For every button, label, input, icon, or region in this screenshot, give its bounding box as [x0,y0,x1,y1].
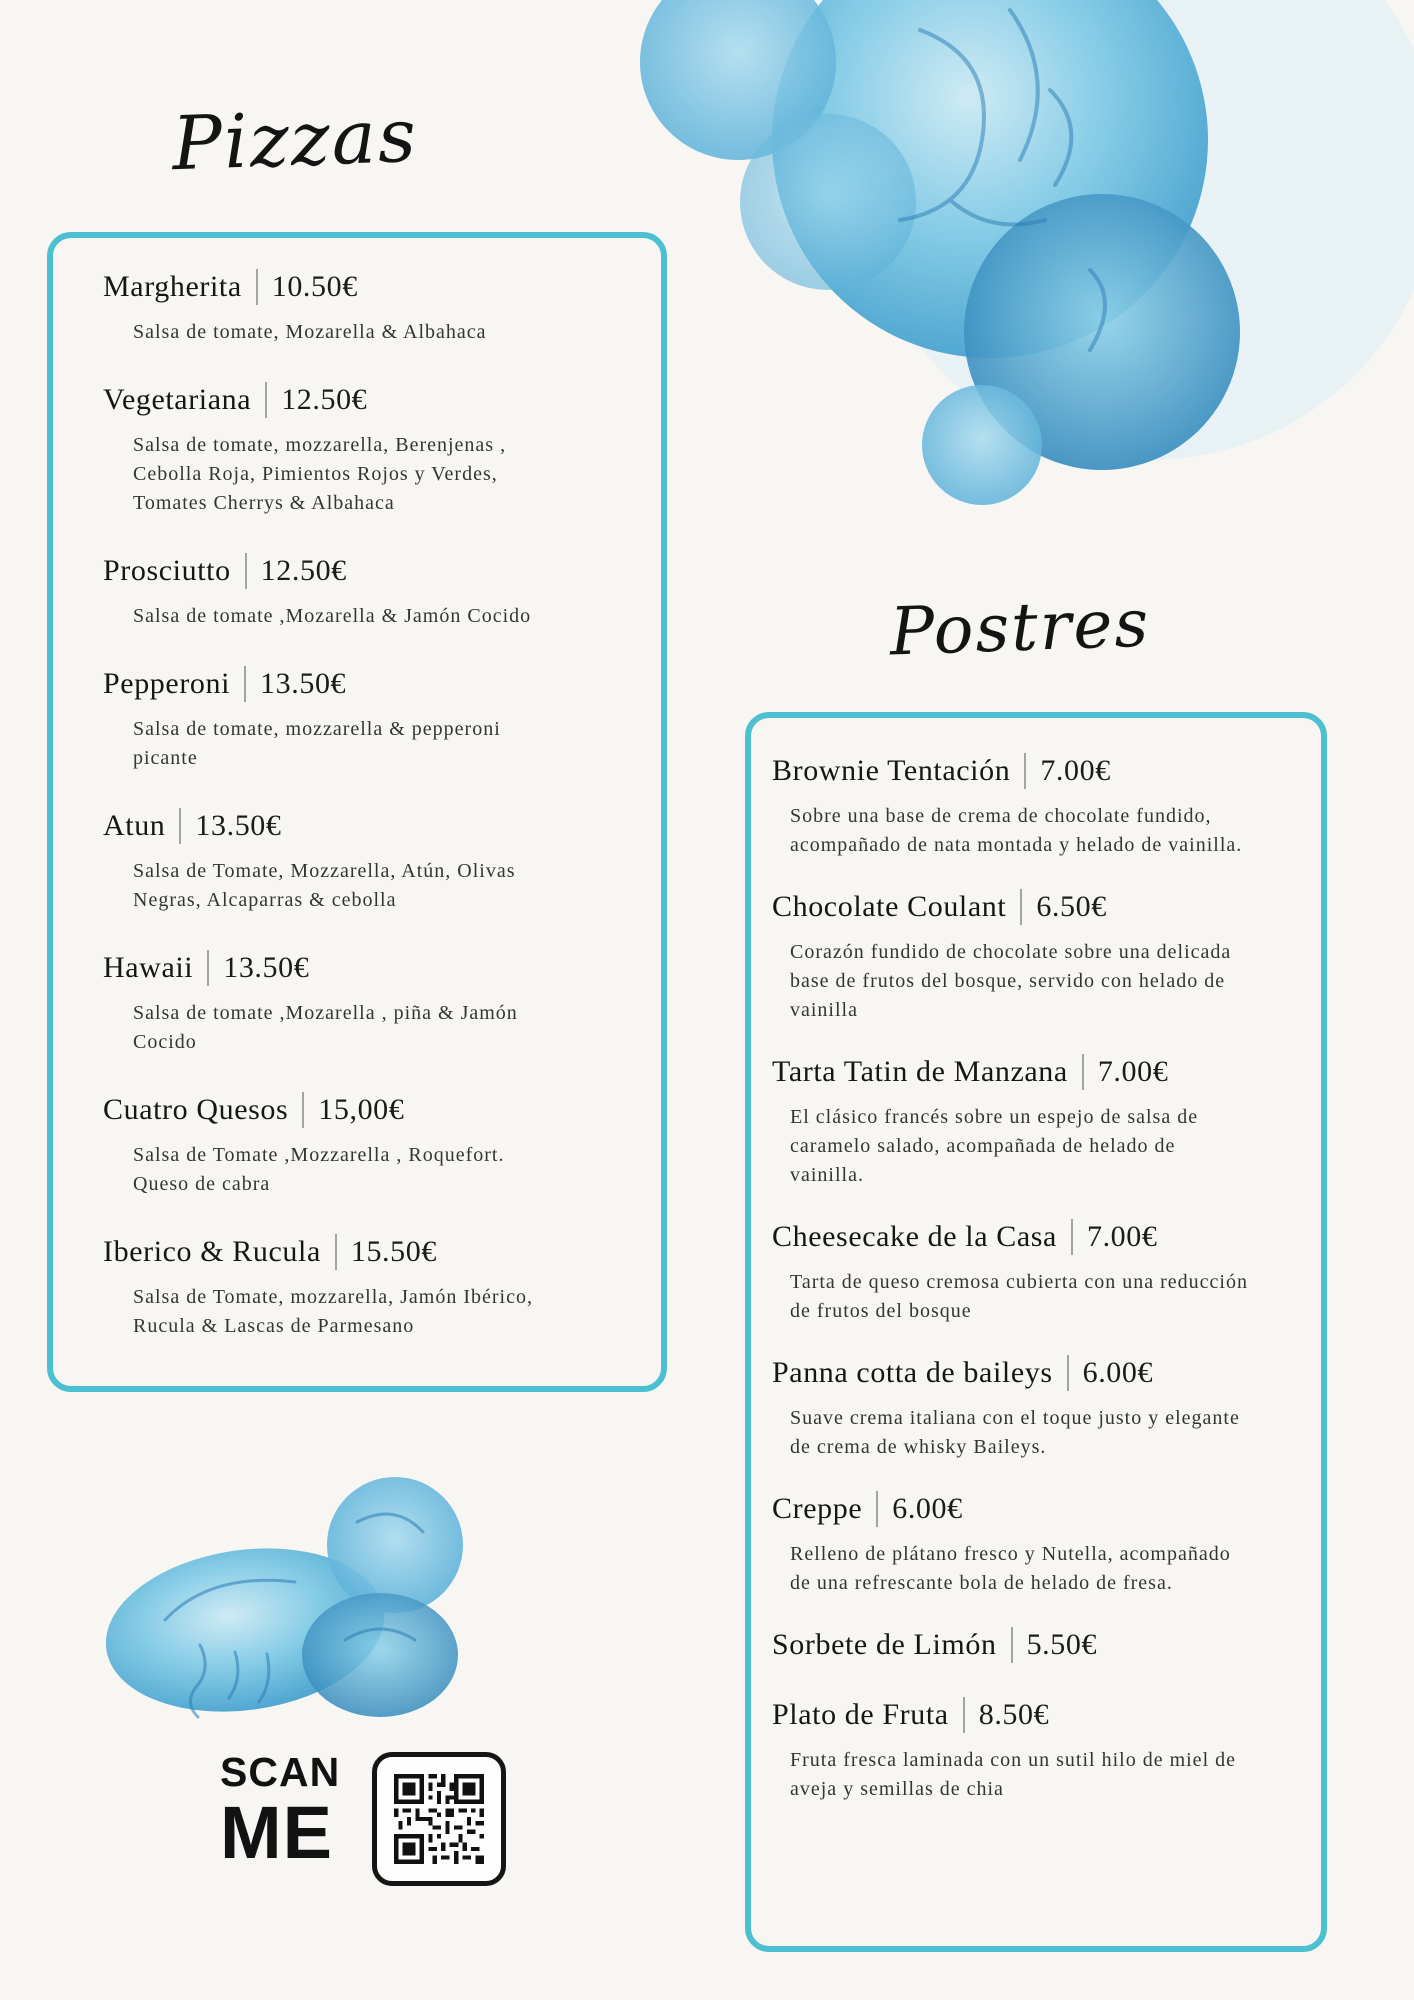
menu-item-head [772,884,1321,930]
menu-item [772,1486,1321,1598]
menu-item-head [103,1229,661,1275]
menu-item-head [772,1214,1321,1260]
menu-item-head [103,377,661,423]
item-description: Salsa de tomate ,Mozarella & Jamón Cocido [133,605,532,627]
price-divider [1020,889,1022,925]
item-name: Cheesecake de la Casa [772,1220,1057,1253]
menu-item-head [103,548,661,594]
menu-item [103,945,661,1057]
menu-item-head [772,1622,1321,1668]
item-description: Salsa de tomate ,Mozarella , piña & Jamón Cocido [133,1002,518,1053]
item-description: Suave crema italiana con el toque justo y elegante de crema de whisky Baileys. [790,1407,1240,1458]
menu-item-head [772,1692,1321,1738]
price-divider [256,269,258,305]
item-name: Cuatro Quesos [103,1093,289,1126]
item-name: Iberico & Rucula [103,1235,321,1268]
item-price: 6.50€ [1036,890,1107,923]
item-name: Margherita [103,270,242,303]
item-price: 13.50€ [223,951,310,984]
item-description: Fruta fresca laminada con un sutil hilo de miel de aveja y semillas de chia [790,1749,1236,1800]
pizzas-panel [47,232,667,1392]
item-name: Pepperoni [103,667,231,700]
item-description: Salsa de Tomate ,Mozzarella , Roquefort. Queso de cabra [133,1144,505,1195]
price-divider [302,1092,304,1128]
scan-me-line2: ME [220,1791,333,1874]
item-price: 13.50€ [195,809,282,842]
item-description: Salsa de tomate, Mozarella & Albahaca [133,321,487,343]
menu-item [103,264,661,347]
menu-item [772,1350,1321,1462]
item-price: 7.00€ [1040,754,1111,787]
price-divider [1067,1355,1069,1391]
item-price: 15.50€ [350,1235,437,1268]
item-description: Salsa de Tomate, mozzarella, Jamón Ibérico, Rucula & Lascas de Parmesano [133,1286,533,1337]
price-divider [876,1491,878,1527]
qr-frame [372,1752,506,1886]
menu-item [103,377,661,518]
menu-item [103,548,661,631]
item-name: Prosciutto [103,554,231,587]
item-name: Brownie Tentación [772,754,1011,787]
menu-item [103,661,661,773]
menu-item-head [772,1486,1321,1532]
item-name: Atun [103,809,166,842]
item-price: 5.50€ [1026,1628,1098,1661]
menu-item [772,1214,1321,1326]
scan-me-line1: SCAN [220,1749,341,1795]
menu-item [772,1692,1321,1804]
menu-item [103,1229,661,1341]
price-divider [207,950,209,986]
scan-me-label [220,1749,341,1874]
menu-item-head [772,1350,1321,1396]
price-divider [963,1697,965,1733]
menu-item [103,803,661,915]
menu-item [772,1622,1321,1668]
price-divider [179,808,181,844]
item-name: Plato de Fruta [772,1698,949,1731]
item-name: Panna cotta de baileys [772,1356,1053,1389]
price-divider [244,666,246,702]
item-name: Chocolate Coulant [772,890,1007,923]
postres-panel [745,712,1327,1952]
menu-item [103,1087,661,1199]
item-price: 15,00€ [318,1093,405,1126]
price-divider [335,1234,337,1270]
menu-item-head [103,1087,661,1133]
item-description: Sobre una base de crema de chocolate fundido, acompañado de nata montada y helado de vainilla. [790,805,1243,856]
menu-item-head [103,803,661,849]
item-price: 13.50€ [260,667,347,700]
item-name: Creppe [772,1492,863,1525]
menu-item [772,884,1321,1025]
watercolor-jellyfish-bottom-left-illustration [95,1470,485,1740]
price-divider [265,382,267,418]
menu-item-head [772,1049,1321,1095]
postres-section-title: Postres [888,584,1152,671]
item-name: Sorbete de Limón [772,1628,997,1661]
item-price: 6.00€ [892,1492,963,1525]
item-price: 7.00€ [1097,1055,1169,1088]
price-divider [245,553,247,589]
item-price: 10.50€ [271,270,358,303]
menu-item-head [772,748,1321,794]
menu-item-head [103,945,661,991]
item-price: 6.00€ [1082,1356,1154,1389]
item-description: Tarta de queso cremosa cubierta con una reducción de frutos del bosque [790,1271,1248,1322]
item-description: Relleno de plátano fresco y Nutella, acompañado de una refrescante bola de helado de fresa. [790,1543,1231,1594]
item-description: Salsa de tomate, mozzarella, Berenjenas , Cebolla Roja, Pimientos Rojos y Verdes, Tomates Cherrys & Albahaca [133,434,507,514]
pizzas-section-title: Pizzas [170,92,420,188]
price-divider [1082,1054,1084,1090]
item-price: 8.50€ [978,1698,1050,1731]
price-divider [1011,1627,1013,1663]
watercolor-jellyfish-top-right-illustration [620,0,1414,520]
item-name: Tarta Tatin de Manzana [772,1055,1068,1088]
item-price: 12.50€ [281,383,368,416]
item-name: Hawaii [103,951,194,984]
price-divider [1071,1219,1073,1255]
menu-item [772,748,1321,860]
item-description: Corazón fundido de chocolate sobre una delicada base de frutos del bosque, servido con helado de vainilla [790,941,1232,1021]
postres-item-list [751,718,1321,1804]
item-price: 12.50€ [260,554,347,587]
price-divider [1024,753,1026,789]
item-description: Salsa de Tomate, Mozzarella, Atún, Olivas Negras, Alcaparras & cebolla [133,860,516,911]
menu-item [772,1049,1321,1190]
item-description: Salsa de tomate, mozzarella & pepperoni picante [133,718,501,769]
qr-code [394,1774,484,1864]
item-name: Vegetariana [103,383,252,416]
item-price: 7.00€ [1086,1220,1158,1253]
item-description: El clásico francés sobre un espejo de salsa de caramelo salado, acompañada de helado de vainilla. [790,1106,1199,1186]
menu-item-head [103,264,661,310]
pizzas-item-list [53,238,661,1341]
menu-item-head [103,661,661,707]
